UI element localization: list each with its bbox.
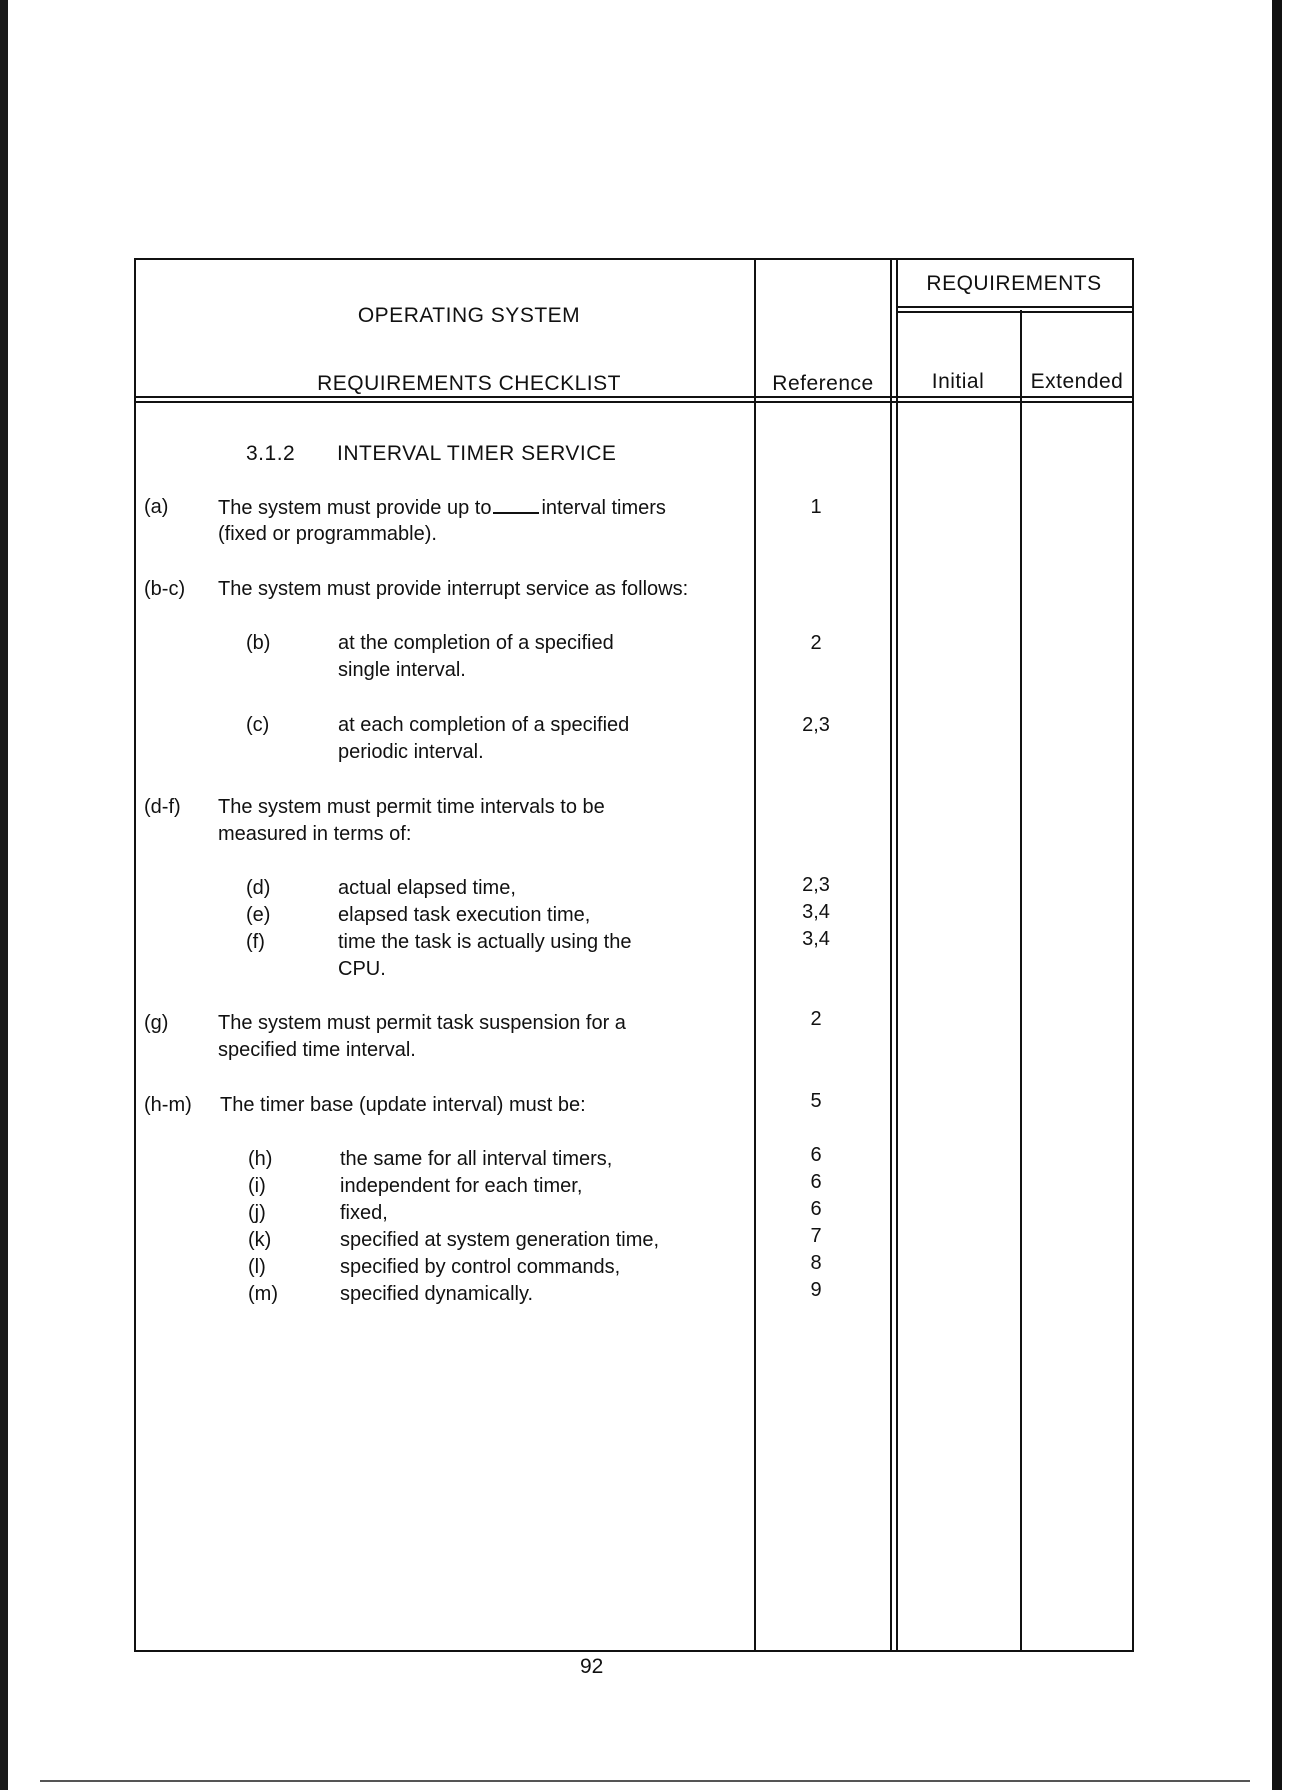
item-i-text: independent for each timer, <box>340 1175 583 1197</box>
table-top-border <box>134 258 1134 260</box>
item-k-reference: 7 <box>810 1225 822 1247</box>
item-d-text: actual elapsed time, <box>338 877 516 899</box>
extended-header: Extended <box>1030 370 1124 393</box>
initial-header: Initial <box>931 370 985 393</box>
title-line-1: OPERATING SYSTEM <box>357 304 581 327</box>
page-edge-right <box>1236 0 1290 1790</box>
item-b-line-1: at the completion of a specified <box>338 632 614 654</box>
item-c-line-2: periodic interval. <box>338 741 484 763</box>
item-g-label: (g) <box>144 1012 169 1034</box>
item-e-reference: 3,4 <box>802 901 830 923</box>
item-m-label: (m) <box>248 1283 278 1305</box>
page-bottom-rule <box>40 1780 1250 1782</box>
item-m-reference: 9 <box>810 1279 822 1301</box>
table-bottom-border <box>134 1650 1134 1652</box>
item-df-label: (d-f) <box>144 796 181 818</box>
item-f-reference: 3,4 <box>802 928 830 950</box>
item-j-text: fixed, <box>340 1202 388 1224</box>
item-c-label: (c) <box>246 714 270 736</box>
title-line-2: REQUIREMENTS CHECKLIST <box>317 372 621 395</box>
item-l-reference: 8 <box>810 1252 822 1274</box>
item-e-label: (e) <box>246 904 271 926</box>
item-c-reference: 2,3 <box>802 714 830 736</box>
item-c-line-1: at each completion of a specified <box>338 714 630 736</box>
header-rule-b <box>134 401 1134 403</box>
item-b-line-2: single interval. <box>338 659 466 681</box>
item-i-reference: 6 <box>810 1171 822 1193</box>
requirements-header: REQUIREMENTS <box>926 272 1102 295</box>
item-hm-reference: 5 <box>810 1090 822 1112</box>
item-f-label: (f) <box>246 931 265 953</box>
item-d-label: (d) <box>246 877 271 899</box>
requirements-header-rule-a <box>896 306 1134 308</box>
item-a-line-1 <box>218 494 666 522</box>
item-j-reference: 6 <box>810 1198 822 1220</box>
item-f-line-2: CPU. <box>338 958 386 980</box>
item-h-label: (h) <box>248 1148 273 1170</box>
item-h-reference: 6 <box>810 1144 822 1166</box>
item-hm-label: (h-m) <box>144 1094 192 1116</box>
checklist-table <box>134 258 1134 1652</box>
item-m-text: specified dynamically. <box>340 1283 534 1305</box>
item-g-reference: 2 <box>810 1008 822 1030</box>
requirements-divider-b <box>896 258 898 1652</box>
item-bc-text: The system must provide interrupt service as follows: <box>218 578 689 600</box>
blank-fill-line <box>493 494 539 514</box>
item-a-label: (a) <box>144 496 169 518</box>
reference-header: Reference <box>772 372 874 395</box>
item-b-label: (b) <box>246 632 271 654</box>
table-right-border <box>1132 258 1134 1652</box>
item-g-line-2: specified time interval. <box>218 1039 416 1061</box>
item-f-line-1: time the task is actually using the <box>338 931 632 953</box>
item-e-text: elapsed task execution time, <box>338 904 591 926</box>
item-j-label: (j) <box>248 1202 266 1224</box>
section-title: INTERVAL TIMER SERVICE <box>337 442 617 465</box>
item-hm-text: The timer base (update interval) must be: <box>220 1094 586 1116</box>
section-number: 3.1.2 <box>246 442 296 465</box>
item-l-label: (l) <box>248 1256 266 1278</box>
item-k-label: (k) <box>248 1229 272 1251</box>
item-d-reference: 2,3 <box>802 874 830 896</box>
item-h-text: the same for all interval timers, <box>340 1148 613 1170</box>
table-left-border <box>134 258 136 1652</box>
item-a-reference: 1 <box>810 496 822 518</box>
item-k-text: specified at system generation time, <box>340 1229 660 1251</box>
item-df-line-1: The system must permit time intervals to be <box>218 796 605 818</box>
initial-extended-divider <box>1020 310 1022 1652</box>
item-a-text-post: interval timers <box>541 497 666 519</box>
item-a-line-2: (fixed or programmable). <box>218 523 437 545</box>
item-b-reference: 2 <box>810 632 822 654</box>
item-df-line-2: measured in terms of: <box>218 823 412 845</box>
item-bc-label: (b-c) <box>144 578 186 600</box>
item-l-text: specified by control commands, <box>340 1256 621 1278</box>
page-edge-left <box>0 0 8 1790</box>
reference-column-divider <box>754 258 756 1652</box>
item-i-label: (i) <box>248 1175 266 1197</box>
requirements-header-rule-b <box>896 311 1134 313</box>
item-g-line-1: The system must permit task suspension for a <box>218 1012 626 1034</box>
item-a-text-pre: The system must provide up to <box>218 497 492 519</box>
page-number: 92 <box>580 1655 604 1678</box>
requirements-divider-a <box>890 258 892 1652</box>
